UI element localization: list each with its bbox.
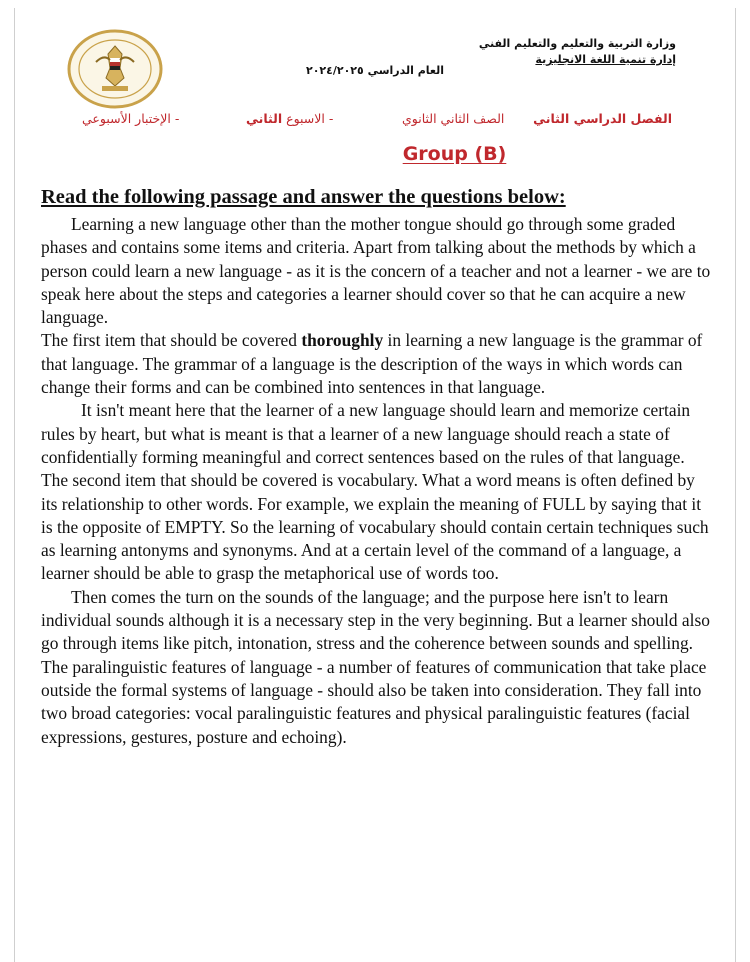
test-label: - الإختبار الأسبوعي (82, 111, 180, 126)
emphasized-word: thoroughly (301, 330, 384, 351)
ministry-header (479, 36, 676, 68)
ministry-logo-icon (66, 28, 164, 110)
paragraph-2-end: in learning a new language is the grammar of that language. The grammar of a language is the description of the ways in which words can change their forms and can be combined into sentences in that language. (41, 330, 703, 398)
group-title-text: Group (B) (402, 143, 507, 165)
reading-passage (41, 213, 713, 749)
week-prefix: - الاسبوع (286, 111, 334, 126)
week-value: الثاني (246, 111, 283, 126)
instruction-heading: Read the following passage and answer the questions below: (41, 186, 566, 208)
group-title (0, 143, 640, 165)
passage-paragraph-3: It isn't meant here that the learner of a new language should learn and memorize certain rules by heart, but what is meant is that a learner of a new language should reach a state of confidentially forming meaningful and correct sentences based on the rules of that language. (41, 400, 691, 467)
passage-paragraph-1: Learning a new language other than the mother tongue should go through some graded phases and contains some items and criteria. Apart from talking about the methods by which a person could learn a new language - as it is the concern of a teacher and not a learner - we are to speak here about the steps and categories a learner should cover so that he can acquire a new language. (41, 214, 711, 328)
passage-paragraph-4: The second item that should be covered is vocabulary. What a word means is often defined by its relationship to other words. For example, we explain the meaning of FULL by saying that it is the opposite of EMPTY. So the learning of vocabulary should contain certain techniques such as learning antonyms and synonyms. And at a certain level of the command of a language, a learner should be able to grasp the metaphorical use of words too. (41, 470, 709, 584)
passage-paragraph-2 (41, 329, 713, 399)
term-label: الفصل الدراسي الثاني (533, 111, 672, 126)
grade-label: الصف الثاني الثانوي (402, 111, 505, 126)
week-label (246, 111, 333, 131)
department-name: إدارة تنمية اللغة الانجليزية (535, 53, 676, 66)
paragraph-2-start: The first item that should be covered (41, 330, 302, 351)
academic-year: العام الدراسي ٢٠٢٤/٢٠٢٥ (306, 64, 444, 77)
ministry-name: وزارة التربية والتعليم والتعليم الفني (478, 37, 676, 50)
passage-paragraph-5: Then comes the turn on the sounds of the language; and the purpose here isn't to learn individual sounds although it is a necessary step in the very beginning. But a learner should also go through items like pitch, intonation, stress and the coherence between sounds and spelling. The paralinguistic features of language - a number of features of communication that take place outside the formal systems of language - should also be taken into consideration. They fall into two broad categories: vocal paralinguistic features and physical paralinguistic features (facial expressions, gestures, posture and echoing). (41, 586, 710, 747)
